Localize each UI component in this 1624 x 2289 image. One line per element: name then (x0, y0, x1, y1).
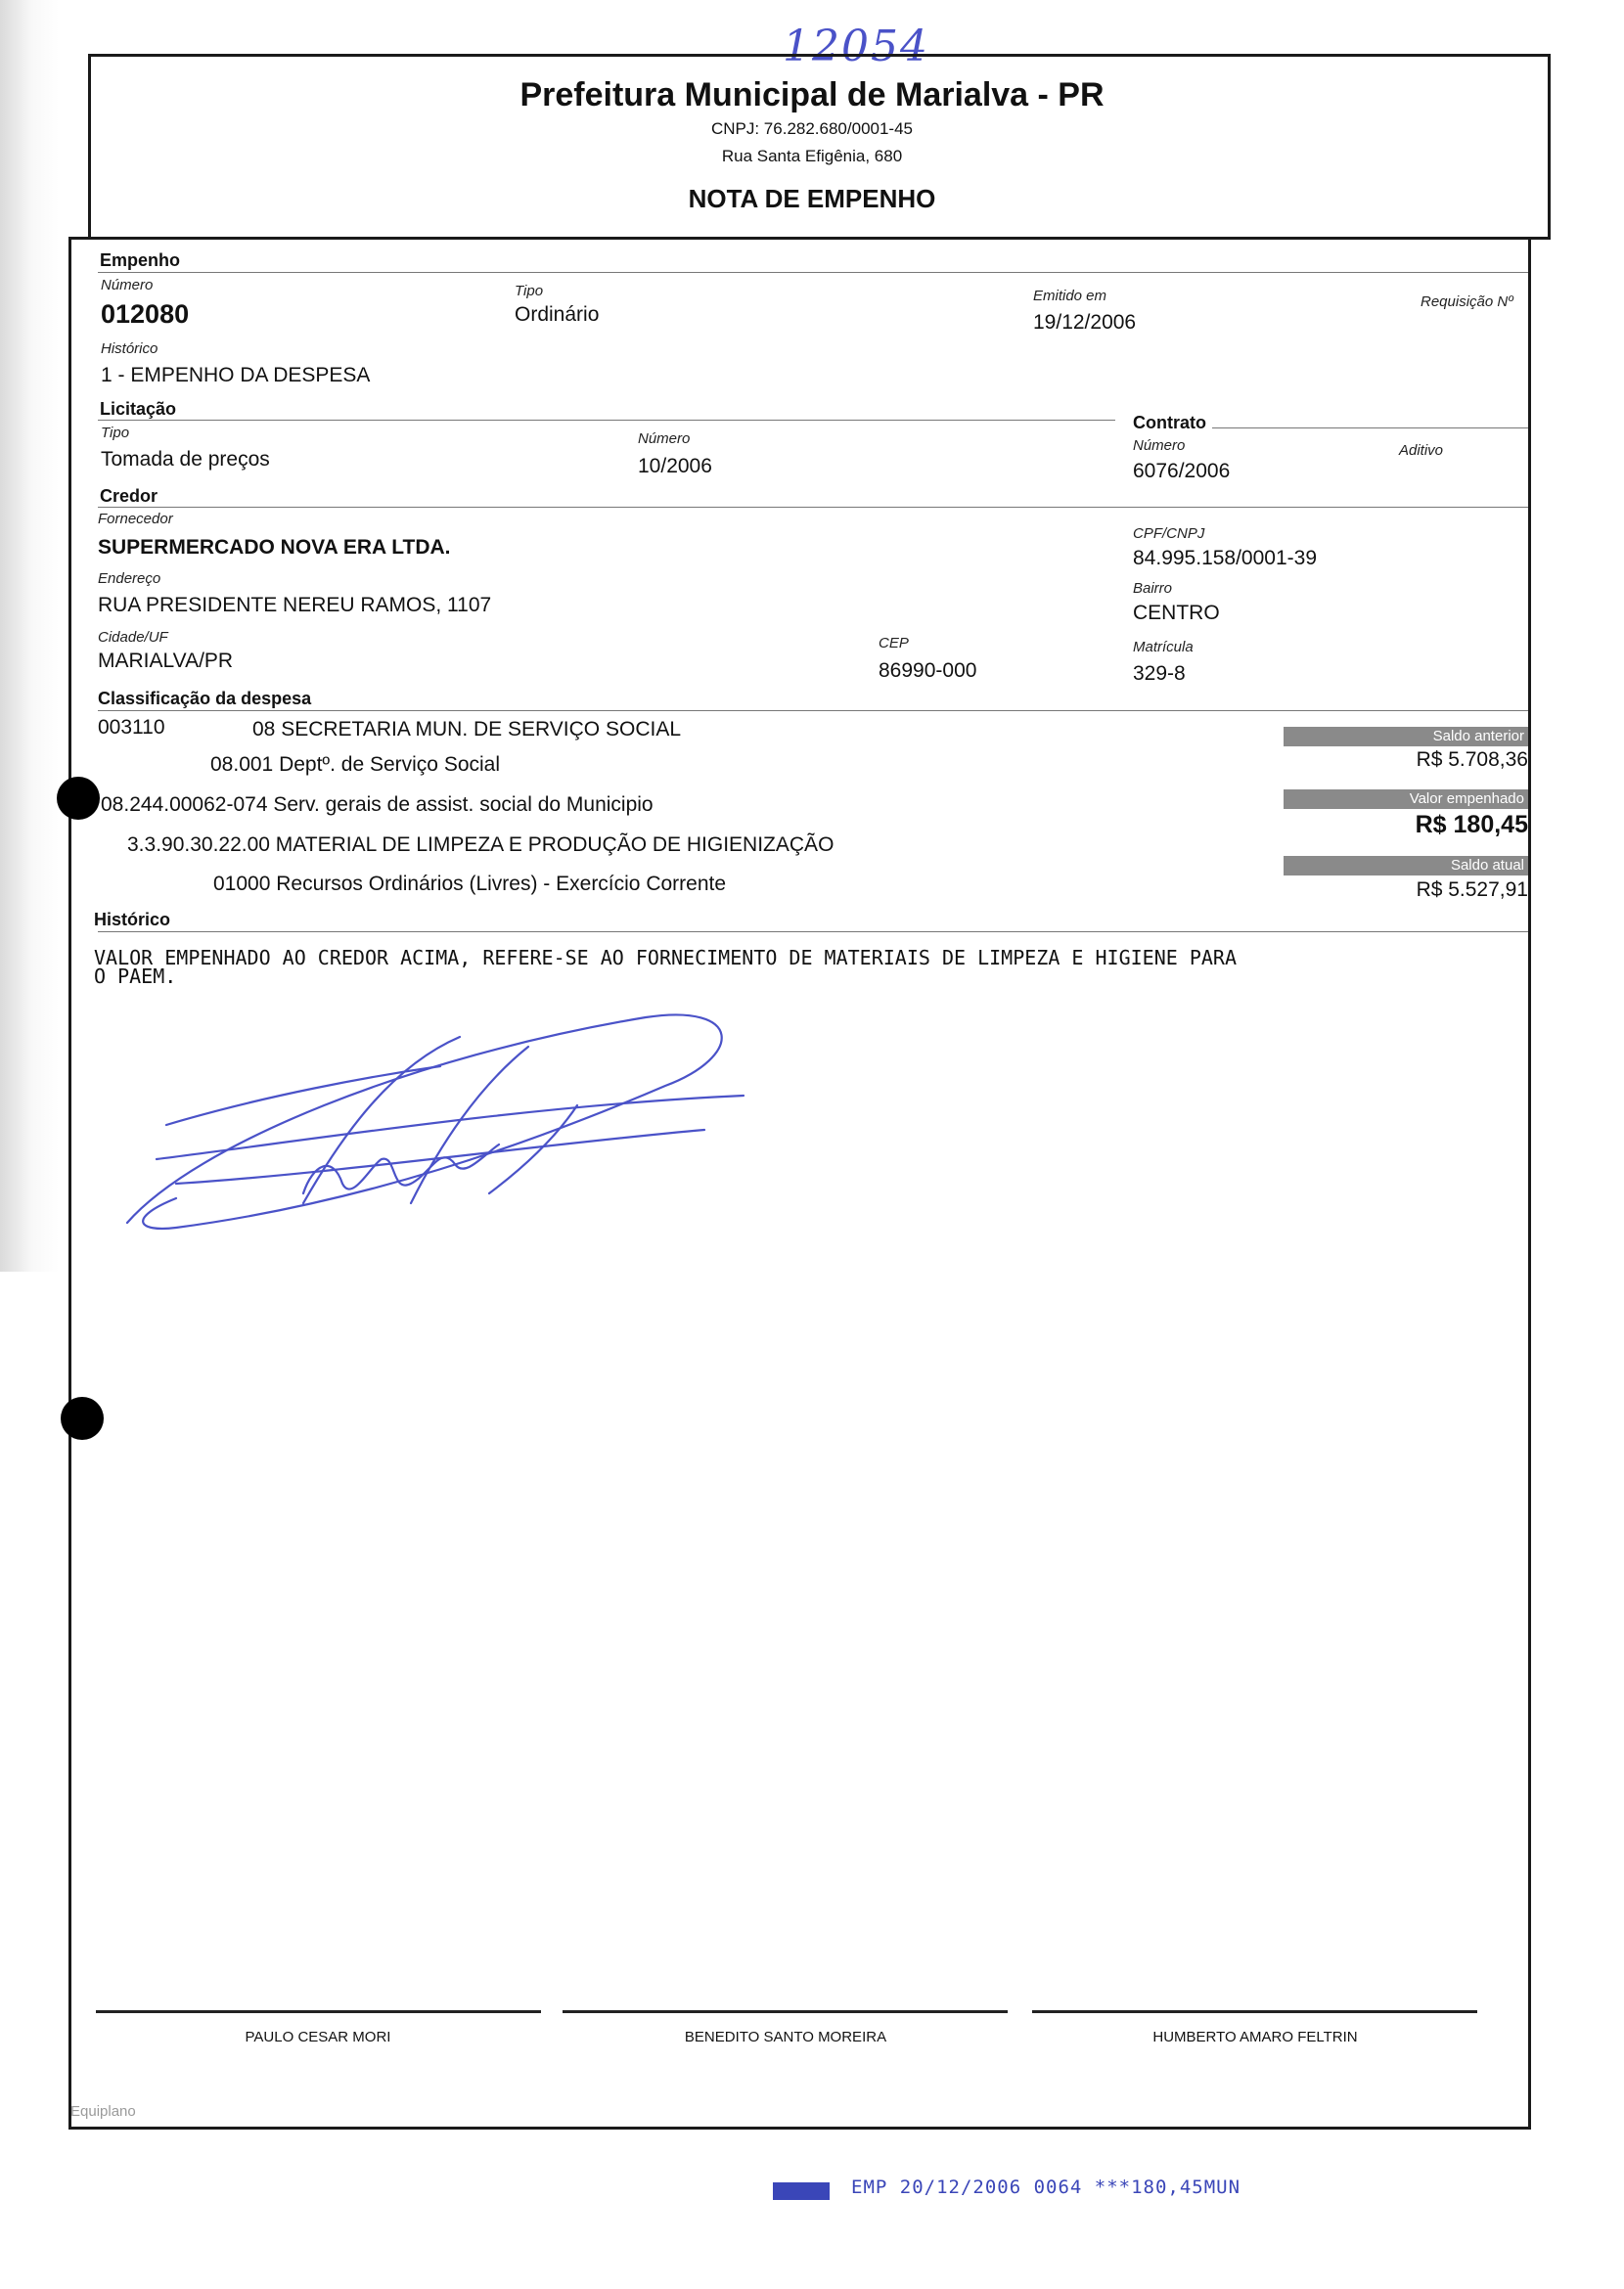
org-name: Prefeitura Municipal de Marialva - PR (519, 76, 1105, 113)
binder-hole-bottom (61, 1397, 104, 1440)
signature-line-2 (563, 2010, 1008, 2013)
org-cnpj: CNPJ: 76.282.680/0001-45 (710, 119, 914, 138)
empenho-numero-label: Número (101, 277, 154, 293)
licitacao-numero: 10/2006 (638, 455, 712, 477)
valor-empenhado-label: Valor empenhado (1284, 789, 1528, 809)
historico-line-2: O PAEM. (94, 965, 177, 988)
signatory-3: HUMBERTO AMARO FELTRIN (1152, 2029, 1358, 2045)
classificacao-line-2: 08.001 Deptº. de Serviço Social (210, 753, 501, 776)
endereco-label: Endereço (98, 570, 161, 587)
classificacao-line-5: 01000 Recursos Ordinários (Livres) - Exercício Corrente (213, 873, 727, 895)
signature-line-1 (96, 2010, 541, 2013)
classificacao-line-3: 08.244.00062-074 Serv. gerais de assist. social do Municipio (101, 793, 654, 816)
cidade-label: Cidade/UF (98, 629, 168, 646)
empenho-rule (98, 272, 1528, 273)
binder-hole-top (57, 777, 100, 820)
requisicao-label: Requisição Nº (1421, 293, 1513, 310)
handwritten-number: 12054 (783, 22, 929, 71)
fornecedor-label: Fornecedor (98, 511, 173, 527)
matricula-label: Matrícula (1133, 639, 1194, 655)
signatory-1: PAULO CESAR MORI (245, 2029, 391, 2045)
empenho-historico: 1 - EMPENHO DA DESPESA (101, 364, 371, 386)
endereco-value: RUA PRESIDENTE NEREU RAMOS, 1107 (98, 594, 492, 616)
emitido-date: 19/12/2006 (1033, 311, 1137, 334)
footer-brand: Equiplano (70, 2103, 136, 2120)
saldo-anterior-label: Saldo anterior (1284, 727, 1528, 746)
empenho-historico-label: Histórico (101, 340, 158, 357)
historico-line-1: VALOR EMPENHADO AO CREDOR ACIMA, REFERE-SE AO FORNECIMENTO DE MATERIAIS DE LIMPEZA E HIGIENE PARA (94, 946, 1237, 969)
org-address: Rua Santa Efigênia, 680 (721, 147, 903, 165)
contrato-aditivo-label: Aditivo (1399, 442, 1444, 459)
cidade-value: MARIALVA/PR (98, 650, 234, 672)
payment-stamp: EMP 20/12/2006 0064 ***180,45MUN (851, 2177, 1241, 2198)
licitacao-tipo-label: Tipo (101, 425, 130, 441)
cpf-cnpj-value: 84.995.158/0001-39 (1133, 547, 1318, 569)
licitacao-numero-label: Número (638, 430, 691, 447)
handwritten-signature (117, 998, 783, 1252)
credor-rule (98, 507, 1528, 508)
saldo-atual-label: Saldo atual (1284, 856, 1528, 875)
classificacao-rule (98, 710, 1528, 711)
bairro-label: Bairro (1133, 580, 1173, 597)
saldo-anterior-value: R$ 5.708,36 (1416, 748, 1528, 771)
cep-value: 86990-000 (879, 659, 977, 682)
contrato-numero-label: Número (1133, 437, 1186, 454)
licitacao-rule (98, 420, 1115, 421)
licitacao-section-title: Licitação (100, 399, 182, 420)
licitacao-tipo: Tomada de preços (101, 448, 270, 471)
classificacao-code: 003110 (98, 716, 165, 739)
classificacao-line-1: 08 SECRETARIA MUN. DE SERVIÇO SOCIAL (252, 718, 682, 741)
empenho-tipo-label: Tipo (515, 283, 544, 299)
credor-section-title: Credor (100, 486, 163, 507)
matricula-value: 329-8 (1133, 662, 1186, 685)
cpf-cnpj-label: CPF/CNPJ (1133, 525, 1205, 542)
empenho-section-title: Empenho (100, 250, 186, 271)
fornecedor-name: SUPERMERCADO NOVA ERA LTDA. (98, 536, 451, 559)
classificacao-line-4: 3.3.90.30.22.00 MATERIAL DE LIMPEZA E PRODUÇÃO DE HIGIENIZAÇÃO (127, 833, 835, 856)
stamp-logo (773, 2182, 830, 2200)
cep-label: CEP (879, 635, 909, 651)
saldo-atual-value: R$ 5.527,91 (1416, 878, 1528, 901)
empenho-tipo: Ordinário (515, 303, 600, 326)
historico-section-title: Histórico (94, 910, 176, 930)
emitido-label: Emitido em (1033, 288, 1107, 304)
valor-empenhado-value: R$ 180,45 (1415, 811, 1528, 838)
classificacao-section-title: Classificação da despesa (98, 689, 317, 709)
contrato-numero: 6076/2006 (1133, 460, 1231, 482)
signatory-2: BENEDITO SANTO MOREIRA (684, 2029, 887, 2045)
document-title: NOTA DE EMPENHO (688, 184, 936, 213)
empenho-numero: 012080 (101, 299, 190, 329)
bairro-value: CENTRO (1133, 602, 1220, 624)
contrato-section-title: Contrato (1133, 413, 1212, 433)
historico-rule (98, 931, 1528, 932)
signature-line-3 (1032, 2010, 1477, 2013)
